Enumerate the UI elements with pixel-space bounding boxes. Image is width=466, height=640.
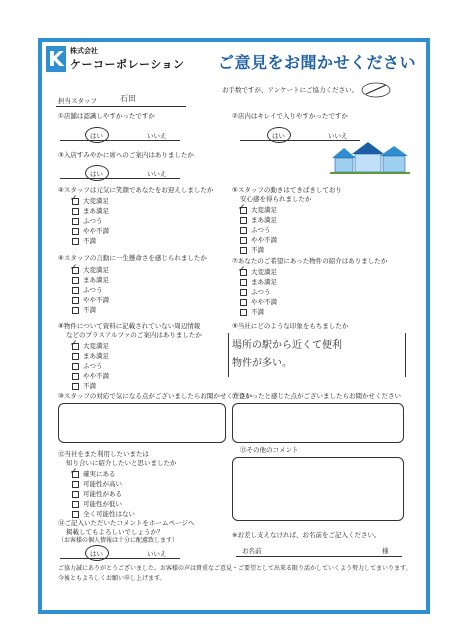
q8-text: ⑧物件について資料に記載されていない周辺情報 xyxy=(58,322,201,330)
checkbox[interactable] xyxy=(72,297,79,304)
q6-option[interactable] xyxy=(72,275,109,285)
option-label: 大変満足 xyxy=(83,266,109,274)
q5-text2: 安心感を得られましたか xyxy=(240,195,312,203)
checkbox[interactable] xyxy=(72,491,79,498)
option-label: 不満 xyxy=(251,246,264,254)
q4-text: ④スタッフは元気に笑顔であなたをお迎えしましたか xyxy=(58,186,214,194)
q1-answer-circle xyxy=(85,127,109,143)
q3-underline xyxy=(60,178,180,179)
checkbox[interactable] xyxy=(72,287,79,294)
q12-option[interactable] xyxy=(72,499,122,509)
q14-text2: 掲載してもよろしいでしょうか？ xyxy=(66,528,164,536)
intro-text: お手数ですが、アンケートにご協力ください。 xyxy=(222,86,359,94)
checkmark-icon: ✓ xyxy=(70,263,78,273)
option-label: 大変満足 xyxy=(251,206,277,214)
q2-underline xyxy=(240,140,360,141)
q8-option[interactable] xyxy=(72,371,109,381)
checkmark-icon: ✓ xyxy=(70,194,78,204)
q6-option[interactable] xyxy=(72,265,109,275)
checkbox[interactable] xyxy=(72,481,79,488)
q6-option[interactable] xyxy=(72,295,109,305)
q8-option[interactable] xyxy=(72,381,96,391)
q9-answer-area[interactable] xyxy=(228,333,406,377)
q10-comment-box[interactable] xyxy=(58,403,226,443)
name-label: お名前 xyxy=(242,547,262,555)
q7-option[interactable] xyxy=(240,287,271,297)
staff-underline xyxy=(56,106,186,107)
q11-comment-box[interactable] xyxy=(232,403,404,443)
q7-text: ⑦あなたのご希望にあった物件の紹介はありましたか xyxy=(232,257,388,265)
q2-no[interactable]: いいえ xyxy=(328,132,348,140)
name-note: ※お差し支えなければ、お名前をご記入ください。 xyxy=(232,531,381,539)
q14-underline xyxy=(60,558,180,559)
page-title: ご意見をお聞かせください xyxy=(218,53,417,72)
option-label: まあ満足 xyxy=(251,216,277,224)
q8-option[interactable] xyxy=(72,361,103,371)
checkbox[interactable] xyxy=(72,208,79,215)
name-underline xyxy=(236,556,402,557)
q1-underline xyxy=(60,140,180,141)
checkmark-icon: ✓ xyxy=(70,467,78,477)
option-label: やや不満 xyxy=(83,372,109,380)
q3-no[interactable]: いいえ xyxy=(147,170,167,178)
q3-text: ③入店すみやかに席へのご案内はありましたか xyxy=(58,151,194,159)
q4-option[interactable] xyxy=(72,236,96,246)
q6-text: ⑥スタッフの言動に一生懸命さを感じられましたか xyxy=(58,254,207,262)
option-label: 大変満足 xyxy=(251,268,277,276)
option-label: やや不満 xyxy=(83,227,109,235)
company-type: 株式会社 xyxy=(70,47,98,55)
q4-option[interactable] xyxy=(72,216,103,226)
option-label: 不満 xyxy=(251,308,264,316)
q2-answer-circle xyxy=(267,127,291,143)
option-label: ふつう xyxy=(251,226,271,234)
q14-text: ⑭ご記入いただいたコメントをホームページへ xyxy=(58,519,195,527)
houses-illustration xyxy=(330,142,410,176)
checkbox[interactable] xyxy=(72,218,79,225)
option-label: 確実にある xyxy=(83,470,116,478)
q8-text2: などのプラスアルファのご案内はありましたか xyxy=(66,331,202,339)
option-label: やや不満 xyxy=(251,298,277,306)
option-label: ふつう xyxy=(83,362,103,370)
checkbox[interactable] xyxy=(72,501,79,508)
option-label: まあ満足 xyxy=(83,276,109,284)
q12-option[interactable] xyxy=(72,469,116,479)
checkbox[interactable] xyxy=(240,289,247,296)
q9-answer-line2[interactable]: 物件が多い。 xyxy=(232,358,292,369)
option-label: 大変満足 xyxy=(83,197,109,205)
option-label: 不満 xyxy=(83,382,96,390)
q5-text: ⑤スタッフの動きはてきぱきしており xyxy=(232,186,342,194)
q7-option[interactable] xyxy=(240,277,277,287)
checkmark-icon: ✓ xyxy=(70,339,78,349)
q4-option[interactable] xyxy=(72,226,109,236)
q3-yes[interactable]: はい xyxy=(90,170,103,178)
company-name: ケーコーポレーション xyxy=(70,58,185,71)
q6-option[interactable] xyxy=(72,285,103,295)
option-label: やや不満 xyxy=(83,296,109,304)
q2-yes[interactable]: はい xyxy=(272,132,285,140)
q11-text: ⑪良かったと感じた点がございましたらお聞かせください xyxy=(232,392,401,400)
q1-no[interactable]: いいえ xyxy=(147,132,167,140)
checkbox[interactable] xyxy=(240,227,247,234)
checkmark-icon: ✓ xyxy=(238,265,246,275)
checkbox[interactable] xyxy=(72,363,79,370)
name-field[interactable] xyxy=(260,544,376,555)
footer-line1: ご協力誠にありがとうございました。お客様の声は貴重なご意見・ご要望として出来る限り活かしていくよう努力してまいります。 xyxy=(58,565,412,572)
checkbox[interactable] xyxy=(72,511,79,518)
checkbox[interactable] xyxy=(72,238,79,245)
checkbox[interactable] xyxy=(72,383,79,390)
q3-answer-circle xyxy=(85,165,109,181)
q8-option[interactable] xyxy=(72,351,109,361)
q5-option[interactable] xyxy=(240,205,277,215)
q13-text: ⑬その他のコメント xyxy=(240,446,299,454)
company-logo: K xyxy=(46,46,66,72)
q14-note: （お客様の個人情報は十分に配慮致します） xyxy=(58,537,179,544)
header xyxy=(46,46,422,76)
q14-answer-circle xyxy=(85,545,109,561)
option-label: 可能性が高い xyxy=(83,480,122,488)
checkmark-icon: ✓ xyxy=(238,203,246,213)
checkbox[interactable] xyxy=(240,309,247,316)
checkbox[interactable] xyxy=(240,299,247,306)
q7-option[interactable] xyxy=(240,307,264,317)
q4-option[interactable] xyxy=(72,206,109,216)
q8-option[interactable] xyxy=(72,341,109,351)
q9-text: ⑨当社にどのような印象をもちましたか xyxy=(232,322,349,330)
pencil-icon xyxy=(360,80,394,100)
q5-option[interactable] xyxy=(240,215,277,225)
option-label: 可能性が低い xyxy=(83,500,122,508)
q12-text: ⑫当社をまた利用したいまたは xyxy=(58,450,149,458)
option-label: 不満 xyxy=(83,306,96,314)
checkbox[interactable] xyxy=(240,217,247,224)
q5-option[interactable] xyxy=(240,225,271,235)
q10-text: ⑩スタッフの対応で気になる点がございましたらお聞かせください xyxy=(58,392,253,400)
q9-answer-line1[interactable]: 場所の駅から近くて便利 xyxy=(232,340,342,351)
staff-label: 担当スタッフ xyxy=(58,97,97,105)
q7-option[interactable] xyxy=(240,267,277,277)
checkbox[interactable] xyxy=(240,247,247,254)
checkbox[interactable] xyxy=(72,373,79,380)
q1-text: ①店舗は認識しやすかったですか xyxy=(58,112,155,120)
q12-text2: 知り合いに紹介したいと思いましたか xyxy=(66,459,177,467)
option-label: 可能性がある xyxy=(83,490,122,498)
q4-option[interactable] xyxy=(72,196,109,206)
option-label: まあ満足 xyxy=(83,207,109,215)
option-label: ふつう xyxy=(83,286,103,294)
q14-no[interactable]: いいえ xyxy=(147,550,167,558)
checkbox[interactable] xyxy=(240,279,247,286)
option-label: まあ満足 xyxy=(251,278,277,286)
name-suffix: 様 xyxy=(382,547,389,555)
q1-yes[interactable]: はい xyxy=(90,132,103,140)
checkbox[interactable] xyxy=(72,277,79,284)
checkbox[interactable] xyxy=(72,307,79,314)
q2-text: ②店内はキレイで入りやすかったですか xyxy=(232,112,348,120)
q12-option[interactable] xyxy=(72,509,135,519)
option-label: 不満 xyxy=(83,237,96,245)
option-label: ふつう xyxy=(251,288,271,296)
q5-option[interactable] xyxy=(240,245,264,255)
q6-option[interactable] xyxy=(72,305,96,315)
q12-option[interactable] xyxy=(72,489,122,499)
checkbox[interactable] xyxy=(72,353,79,360)
checkbox[interactable] xyxy=(240,237,247,244)
option-label: やや不満 xyxy=(251,236,277,244)
q13-comment-box[interactable] xyxy=(232,457,404,521)
option-label: まあ満足 xyxy=(83,352,109,360)
q14-yes[interactable]: はい xyxy=(90,550,103,558)
option-label: 大変満足 xyxy=(83,342,109,350)
q12-option[interactable] xyxy=(72,479,122,489)
q7-option[interactable] xyxy=(240,297,277,307)
checkbox[interactable] xyxy=(72,228,79,235)
option-label: 全く可能性はない xyxy=(83,510,135,518)
staff-name[interactable]: 石田 xyxy=(120,94,136,103)
q5-option[interactable] xyxy=(240,235,277,245)
footer-line2: 今後ともよろしくお願い申し上げます。 xyxy=(58,575,166,582)
option-label: ふつう xyxy=(83,217,103,225)
